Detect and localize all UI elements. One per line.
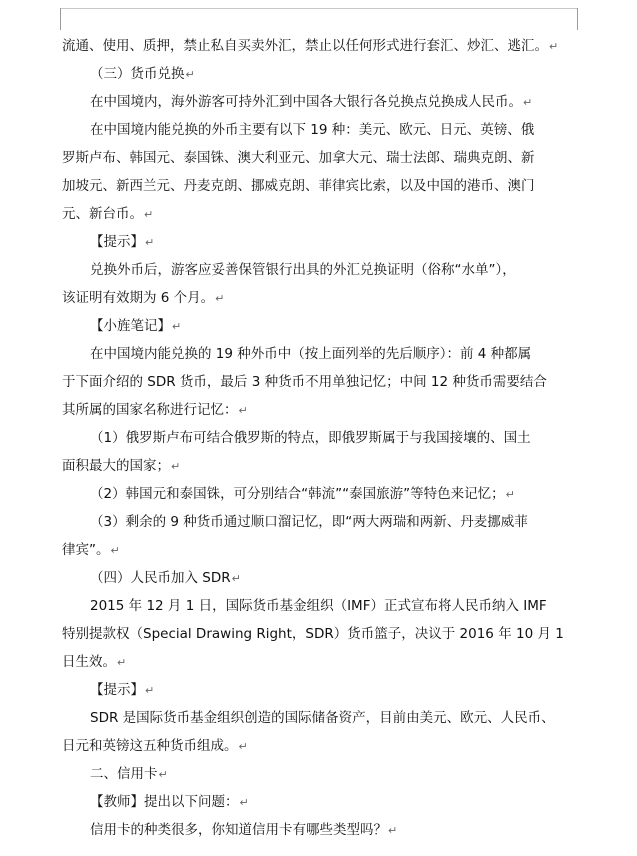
paragraph-mark-icon: ↵	[171, 460, 181, 473]
paragraph-mark-icon: ↵	[145, 236, 155, 249]
text-line: 在中国境内能兑换的外币主要有以下 19 种：美元、欧元、日元、英镑、俄	[90, 122, 535, 138]
text-line: 加坡元、新西兰元、丹麦克朗、挪威克朗、菲律宾比索，以及中国的港币、澳门	[62, 178, 535, 194]
teacher-prompt: 【教师】提出以下问题：↵	[90, 794, 249, 810]
paragraph-mark-icon: ↵	[231, 572, 241, 585]
paragraph-mark-icon: ↵	[523, 96, 533, 109]
paragraph-mark-icon: ↵	[117, 656, 127, 669]
section-heading: （三）货币兑换↵	[90, 66, 195, 82]
paragraph-mark-icon: ↵	[158, 768, 168, 781]
paragraph-mark-icon: ↵	[144, 208, 154, 221]
tip-heading: 【提示】↵	[90, 682, 155, 698]
text-line: （3）剩余的 9 种货币通过顺口溜记忆，即“两大两瑞和两新、丹麦挪威菲	[90, 514, 528, 530]
text-line: 该证明有效期为 6 个月。↵	[62, 290, 225, 306]
text-line: 罗斯卢布、韩国元、泰国铢、澳大利亚元、加拿大元、瑞士法郎、瑞典克朗、新	[62, 150, 535, 166]
note-heading: 【小旌笔记】↵	[90, 318, 182, 334]
text-line: 在中国境内，海外游客可持外汇到中国各大银行各兑换点兑换成人民币。↵	[90, 94, 533, 110]
text-line: 日元和英镑这五种货币组成。↵	[62, 738, 248, 754]
paragraph-mark-icon: ↵	[238, 740, 248, 753]
paragraph-mark-icon: ↵	[215, 292, 225, 305]
text-line: 兑换外币后，游客应妥善保管银行出具的外汇兑换证明（俗称“水单”），	[90, 262, 516, 278]
text-line: 其所属的国家名称进行记忆：↵	[62, 402, 248, 418]
paragraph-mark-icon: ↵	[238, 404, 248, 417]
text-line: 于下面介绍的 SDR 货币，最后 3 种货币不用单独记忆；中间 12 种货币需要结合	[62, 374, 547, 390]
text-line: 面积最大的国家；↵	[62, 458, 181, 474]
paragraph-mark-icon: ↵	[110, 544, 120, 557]
text-line: 元、新台币。↵	[62, 206, 154, 222]
tip-heading: 【提示】↵	[90, 234, 155, 250]
text-line: 在中国境内能兑换的 19 种外币中（按上面列举的先后顺序）：前 4 种都属	[90, 346, 532, 362]
text-line: （1）俄罗斯卢布可结合俄罗斯的特点，即俄罗斯属于与我国接壤的、国土	[90, 430, 531, 446]
paragraph-mark-icon: ↵	[549, 40, 559, 53]
crop-mark-left	[60, 8, 61, 30]
paragraph-mark-icon: ↵	[505, 488, 515, 501]
text-line: SDR 是国际货币基金组织创造的国际储备资产，目前由美元、欧元、人民币、	[90, 710, 555, 726]
paragraph-mark-icon: ↵	[239, 796, 249, 809]
paragraph-mark-icon: ↵	[185, 68, 195, 81]
text-line: 日生效。↵	[62, 654, 127, 670]
section-heading: （四）人民币加入 SDR↵	[90, 570, 241, 586]
page-top-border	[61, 8, 577, 9]
document-body	[62, 32, 578, 844]
paragraph-mark-icon: ↵	[145, 684, 155, 697]
text-line: 2015 年 12 月 1 日，国际货币基金组织（IMF）正式宣布将人民币纳入 IMF	[90, 598, 547, 614]
paragraph-mark-icon: ↵	[388, 824, 398, 837]
section-heading: 二、信用卡↵	[90, 766, 168, 782]
text-line: 信用卡的种类很多，你知道信用卡有哪些类型吗？↵	[90, 822, 398, 838]
text-line: （2）韩国元和泰国铢，可分别结合“韩流”“泰国旅游”等特色来记忆；↵	[90, 486, 515, 502]
text-line: 律宾”。↵	[62, 542, 120, 558]
text-line: 特别提款权（Special Drawing Right，SDR）货币篮子，决议于 2016 年 10 月 1	[62, 626, 564, 642]
text-line: 流通、使用、质押，禁止私自买卖外汇，禁止以任何形式进行套汇、炒汇、逃汇。↵	[62, 38, 559, 54]
crop-mark-right	[577, 8, 578, 30]
paragraph-mark-icon: ↵	[172, 320, 182, 333]
